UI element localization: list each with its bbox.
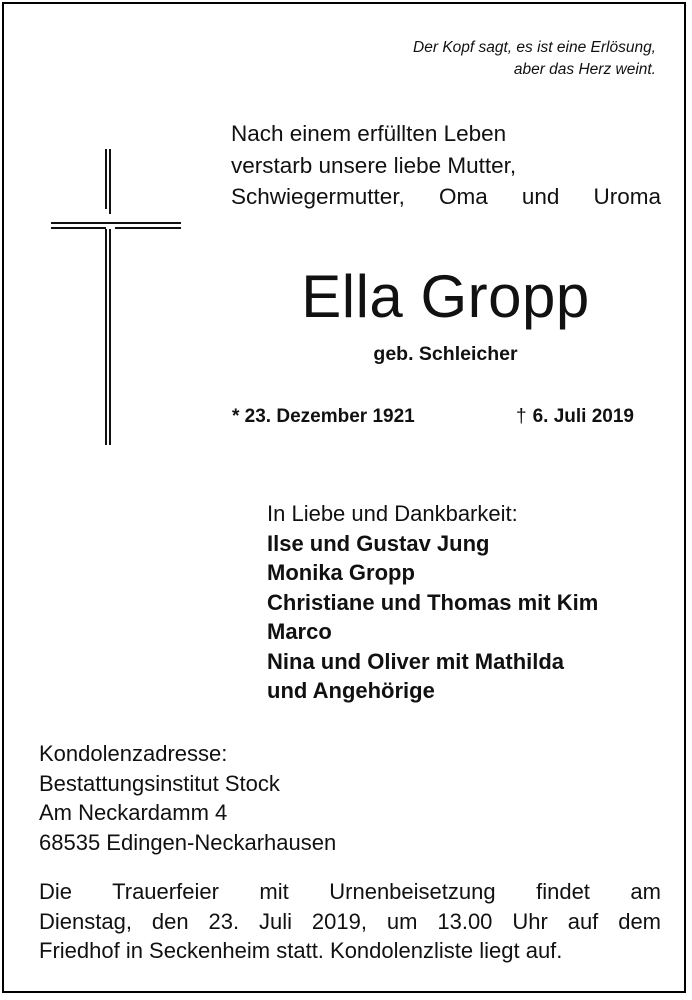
mourner-name: Christiane und Thomas mit Kim bbox=[267, 589, 599, 615]
condolence-address bbox=[39, 739, 336, 857]
birth-date: * 23. Dezember 1921 bbox=[232, 406, 415, 427]
death-date: 6. Juli 2019 bbox=[532, 406, 634, 427]
mourners-list bbox=[267, 499, 677, 706]
motto-line-2: aber das Herz weint. bbox=[513, 61, 656, 78]
address-institution: Bestattungsinstitut Stock bbox=[39, 770, 280, 796]
death-date-line bbox=[516, 404, 634, 430]
cross-icon bbox=[49, 149, 183, 445]
motto-quote bbox=[4, 37, 656, 81]
mourner-name: Nina und Oliver mit Mathilda bbox=[267, 648, 565, 674]
dagger-icon: † bbox=[516, 406, 527, 427]
service-line-2: Dienstag, den 23. Juli 2019, um 13.00 Uhr auf dem bbox=[39, 908, 661, 934]
intro-line-1: Nach einem erfüllten Leben bbox=[231, 121, 507, 146]
motto-line-1: Der Kopf sagt, es ist eine Erlösung, bbox=[413, 39, 656, 56]
mourner-name: und Angehörige bbox=[267, 678, 435, 703]
obituary-notice bbox=[2, 2, 686, 993]
service-line-3: Friedhof in Seckenheim statt. Kondolenzliste liegt auf. bbox=[39, 938, 563, 963]
address-city: 68535 Edingen-Neckarhausen bbox=[39, 829, 337, 855]
intro-line-2: verstarb unsere liebe Mutter, bbox=[231, 152, 517, 178]
mourner-name: Marco bbox=[267, 619, 332, 644]
address-label: Kondolenzadresse: bbox=[39, 741, 228, 766]
deceased-name: Ella Gropp bbox=[301, 263, 590, 330]
intro-text bbox=[231, 118, 661, 213]
address-street: Am Neckardamm 4 bbox=[39, 800, 228, 825]
intro-line-3: Schwiegermutter, Oma und Uroma bbox=[231, 184, 661, 209]
mourner-name: Ilse und Gustav Jung bbox=[267, 530, 490, 556]
mourners-heading: In Liebe und Dankbarkeit: bbox=[267, 501, 518, 526]
funeral-service-info bbox=[39, 877, 661, 966]
birth-name: geb. Schleicher bbox=[373, 343, 518, 365]
service-line-1: Die Trauerfeier mit Urnenbeisetzung findet am bbox=[39, 879, 661, 904]
mourner-name: Monika Gropp bbox=[267, 560, 415, 585]
